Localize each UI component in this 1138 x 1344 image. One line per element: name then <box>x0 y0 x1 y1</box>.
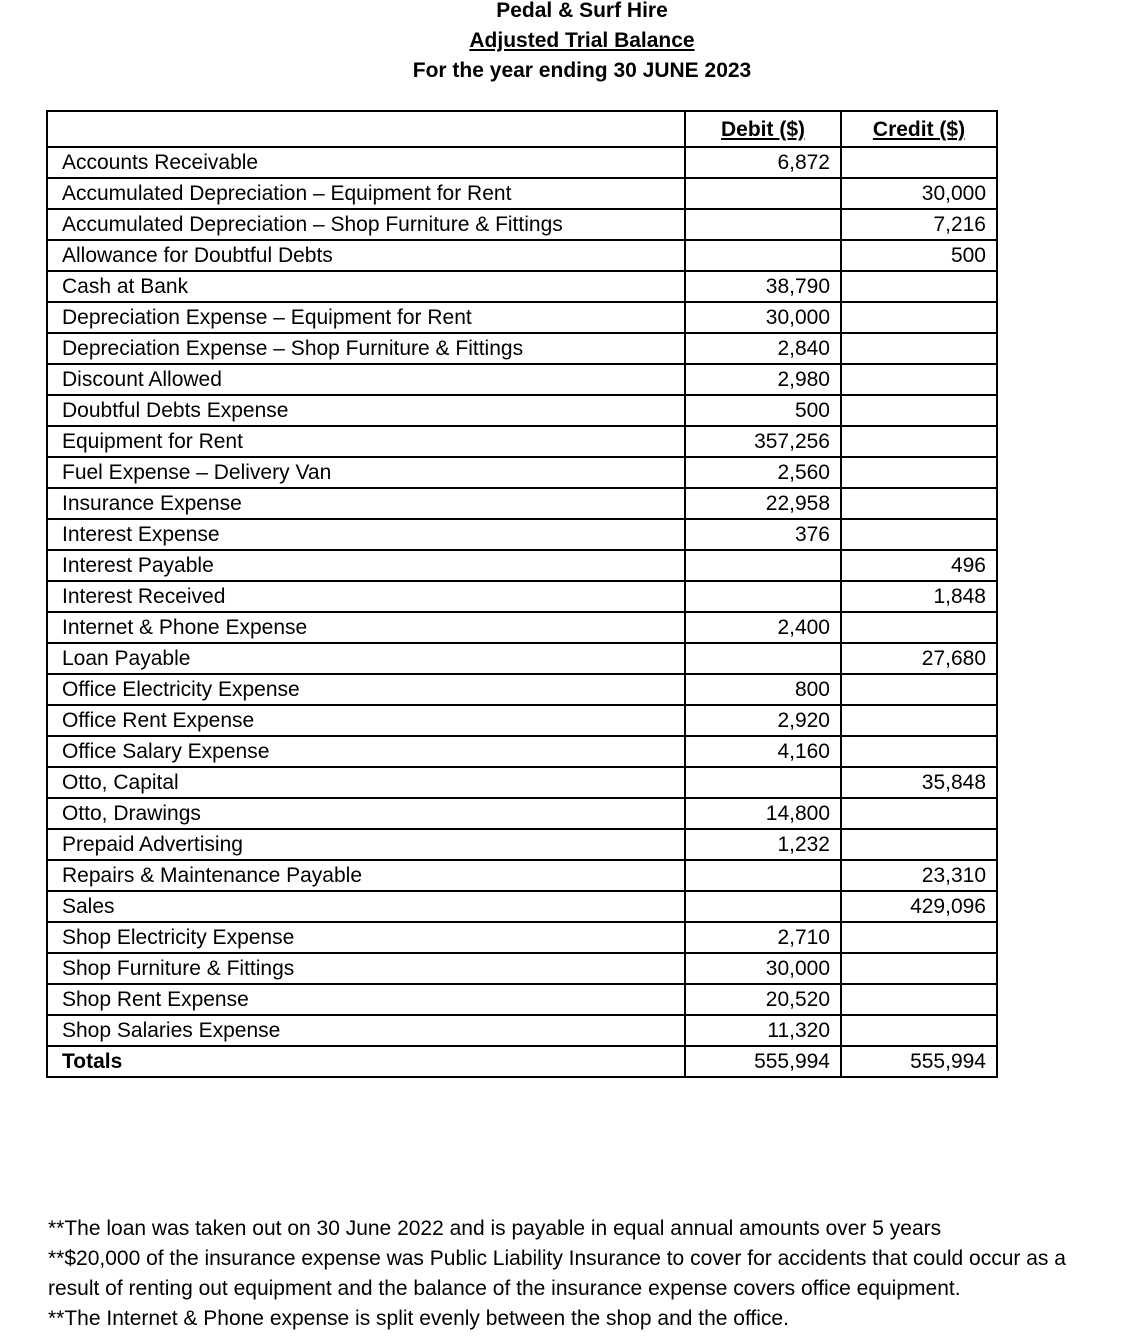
credit-amount <box>841 333 997 364</box>
credit-amount <box>841 302 997 333</box>
credit-amount: 7,216 <box>841 209 997 240</box>
account-name: Shop Rent Expense <box>47 984 685 1015</box>
debit-amount: 14,800 <box>685 798 841 829</box>
debit-amount <box>685 178 841 209</box>
credit-amount: 35,848 <box>841 767 997 798</box>
debit-amount: 2,710 <box>685 922 841 953</box>
account-name: Interest Payable <box>47 550 685 581</box>
totals-row <box>47 1046 997 1077</box>
account-name: Depreciation Expense – Equipment for Rent <box>47 302 685 333</box>
table-row <box>47 333 997 364</box>
debit-amount: 11,320 <box>685 1015 841 1046</box>
debit-amount <box>685 767 841 798</box>
table-row <box>47 271 997 302</box>
debit-amount: 2,560 <box>685 457 841 488</box>
credit-amount <box>841 1015 997 1046</box>
table-row <box>47 302 997 333</box>
credit-amount: 500 <box>841 240 997 271</box>
debit-amount: 22,958 <box>685 488 841 519</box>
credit-amount <box>841 829 997 860</box>
footnote: **The loan was taken out on 30 June 2022 and is payable in equal annual amounts over 5 years <box>48 1217 942 1240</box>
debit-amount: 6,872 <box>685 147 841 178</box>
debit-amount: 800 <box>685 674 841 705</box>
account-name: Doubtful Debts Expense <box>47 395 685 426</box>
credit-amount <box>841 457 997 488</box>
account-name: Accounts Receivable <box>47 147 685 178</box>
table-row <box>47 395 997 426</box>
debit-amount: 2,840 <box>685 333 841 364</box>
table-row <box>47 1015 997 1046</box>
account-name: Cash at Bank <box>47 271 685 302</box>
debit-amount: 2,920 <box>685 705 841 736</box>
table-row <box>47 829 997 860</box>
credit-amount: 496 <box>841 550 997 581</box>
debit-amount <box>685 209 841 240</box>
credit-amount: 27,680 <box>841 643 997 674</box>
table-header-row <box>47 111 997 147</box>
table-row <box>47 426 997 457</box>
account-name: Fuel Expense – Delivery Van <box>47 457 685 488</box>
credit-amount: 30,000 <box>841 178 997 209</box>
account-name: Insurance Expense <box>47 488 685 519</box>
credit-amount <box>841 674 997 705</box>
table-row <box>47 953 997 984</box>
credit-amount <box>841 426 997 457</box>
debit-amount: 20,520 <box>685 984 841 1015</box>
debit-amount <box>685 581 841 612</box>
table-row <box>47 891 997 922</box>
debit-amount: 4,160 <box>685 736 841 767</box>
credit-amount <box>841 488 997 519</box>
account-name: Discount Allowed <box>47 364 685 395</box>
account-name: Accumulated Depreciation – Equipment for Rent <box>47 178 685 209</box>
debit-amount <box>685 240 841 271</box>
account-name: Repairs & Maintenance Payable <box>47 860 685 891</box>
table-row <box>47 519 997 550</box>
table-body <box>47 147 997 1046</box>
credit-amount <box>841 798 997 829</box>
table-row <box>47 178 997 209</box>
account-name: Office Rent Expense <box>47 705 685 736</box>
debit-amount: 500 <box>685 395 841 426</box>
table-row <box>47 147 997 178</box>
debit-amount <box>685 860 841 891</box>
credit-column-header: Credit ($) <box>841 111 997 147</box>
account-name: Internet & Phone Expense <box>47 612 685 643</box>
credit-amount <box>841 612 997 643</box>
table-row <box>47 674 997 705</box>
debit-amount: 2,400 <box>685 612 841 643</box>
table-row <box>47 457 997 488</box>
account-name: Interest Received <box>47 581 685 612</box>
debit-amount: 1,232 <box>685 829 841 860</box>
debit-amount <box>685 550 841 581</box>
account-name: Shop Furniture & Fittings <box>47 953 685 984</box>
report-period: For the year ending 30 JUNE 2023 <box>412 59 752 82</box>
credit-amount <box>841 922 997 953</box>
table-row <box>47 364 997 395</box>
account-name: Interest Expense <box>47 519 685 550</box>
credit-amount <box>841 364 997 395</box>
footnotes <box>48 1214 1118 1334</box>
account-name: Loan Payable <box>47 643 685 674</box>
footnote: **$20,000 of the insurance expense was Public Liability Insurance to cover for accidents that could occur as a result of renting out equipment and the balance of the insurance expense covers office equipment. <box>48 1247 1066 1300</box>
totals-label: Totals <box>47 1046 685 1077</box>
credit-amount <box>841 705 997 736</box>
table-row <box>47 240 997 271</box>
table-row <box>47 209 997 240</box>
account-name: Shop Electricity Expense <box>47 922 685 953</box>
account-name: Accumulated Depreciation – Shop Furniture & Fittings <box>47 209 685 240</box>
credit-amount: 429,096 <box>841 891 997 922</box>
company-name: Pedal & Surf Hire <box>496 0 668 22</box>
credit-amount <box>841 519 997 550</box>
account-name: Allowance for Doubtful Debts <box>47 240 685 271</box>
table-row <box>47 488 997 519</box>
account-name: Office Salary Expense <box>47 736 685 767</box>
table-row <box>47 581 997 612</box>
account-name: Depreciation Expense – Shop Furniture & Fittings <box>47 333 685 364</box>
account-column-header <box>47 111 685 147</box>
credit-amount <box>841 271 997 302</box>
table-row <box>47 550 997 581</box>
totals-credit: 555,994 <box>841 1046 997 1077</box>
account-name: Sales <box>47 891 685 922</box>
table-row <box>47 736 997 767</box>
debit-amount: 30,000 <box>685 302 841 333</box>
totals-debit: 555,994 <box>685 1046 841 1077</box>
account-name: Office Electricity Expense <box>47 674 685 705</box>
account-name: Shop Salaries Expense <box>47 1015 685 1046</box>
account-name: Otto, Drawings <box>47 798 685 829</box>
debit-column-header: Debit ($) <box>685 111 841 147</box>
credit-amount: 23,310 <box>841 860 997 891</box>
footnote: **The Internet & Phone expense is split evenly between the shop and the office. <box>48 1307 789 1330</box>
account-name: Equipment for Rent <box>47 426 685 457</box>
debit-amount: 357,256 <box>685 426 841 457</box>
debit-amount: 376 <box>685 519 841 550</box>
account-name: Otto, Capital <box>47 767 685 798</box>
debit-amount: 2,980 <box>685 364 841 395</box>
report-title: Adjusted Trial Balance <box>469 29 695 52</box>
table-row <box>47 705 997 736</box>
trial-balance-table <box>46 110 998 1078</box>
table-row <box>47 860 997 891</box>
debit-amount <box>685 891 841 922</box>
credit-amount <box>841 395 997 426</box>
table-row <box>47 643 997 674</box>
debit-amount: 38,790 <box>685 271 841 302</box>
credit-amount <box>841 953 997 984</box>
credit-amount: 1,848 <box>841 581 997 612</box>
account-name: Prepaid Advertising <box>47 829 685 860</box>
debit-amount: 30,000 <box>685 953 841 984</box>
table-row <box>47 767 997 798</box>
table-row <box>47 922 997 953</box>
table-row <box>47 798 997 829</box>
table-row <box>47 612 997 643</box>
credit-amount <box>841 984 997 1015</box>
credit-amount <box>841 147 997 178</box>
table-row <box>47 984 997 1015</box>
debit-amount <box>685 643 841 674</box>
credit-amount <box>841 736 997 767</box>
